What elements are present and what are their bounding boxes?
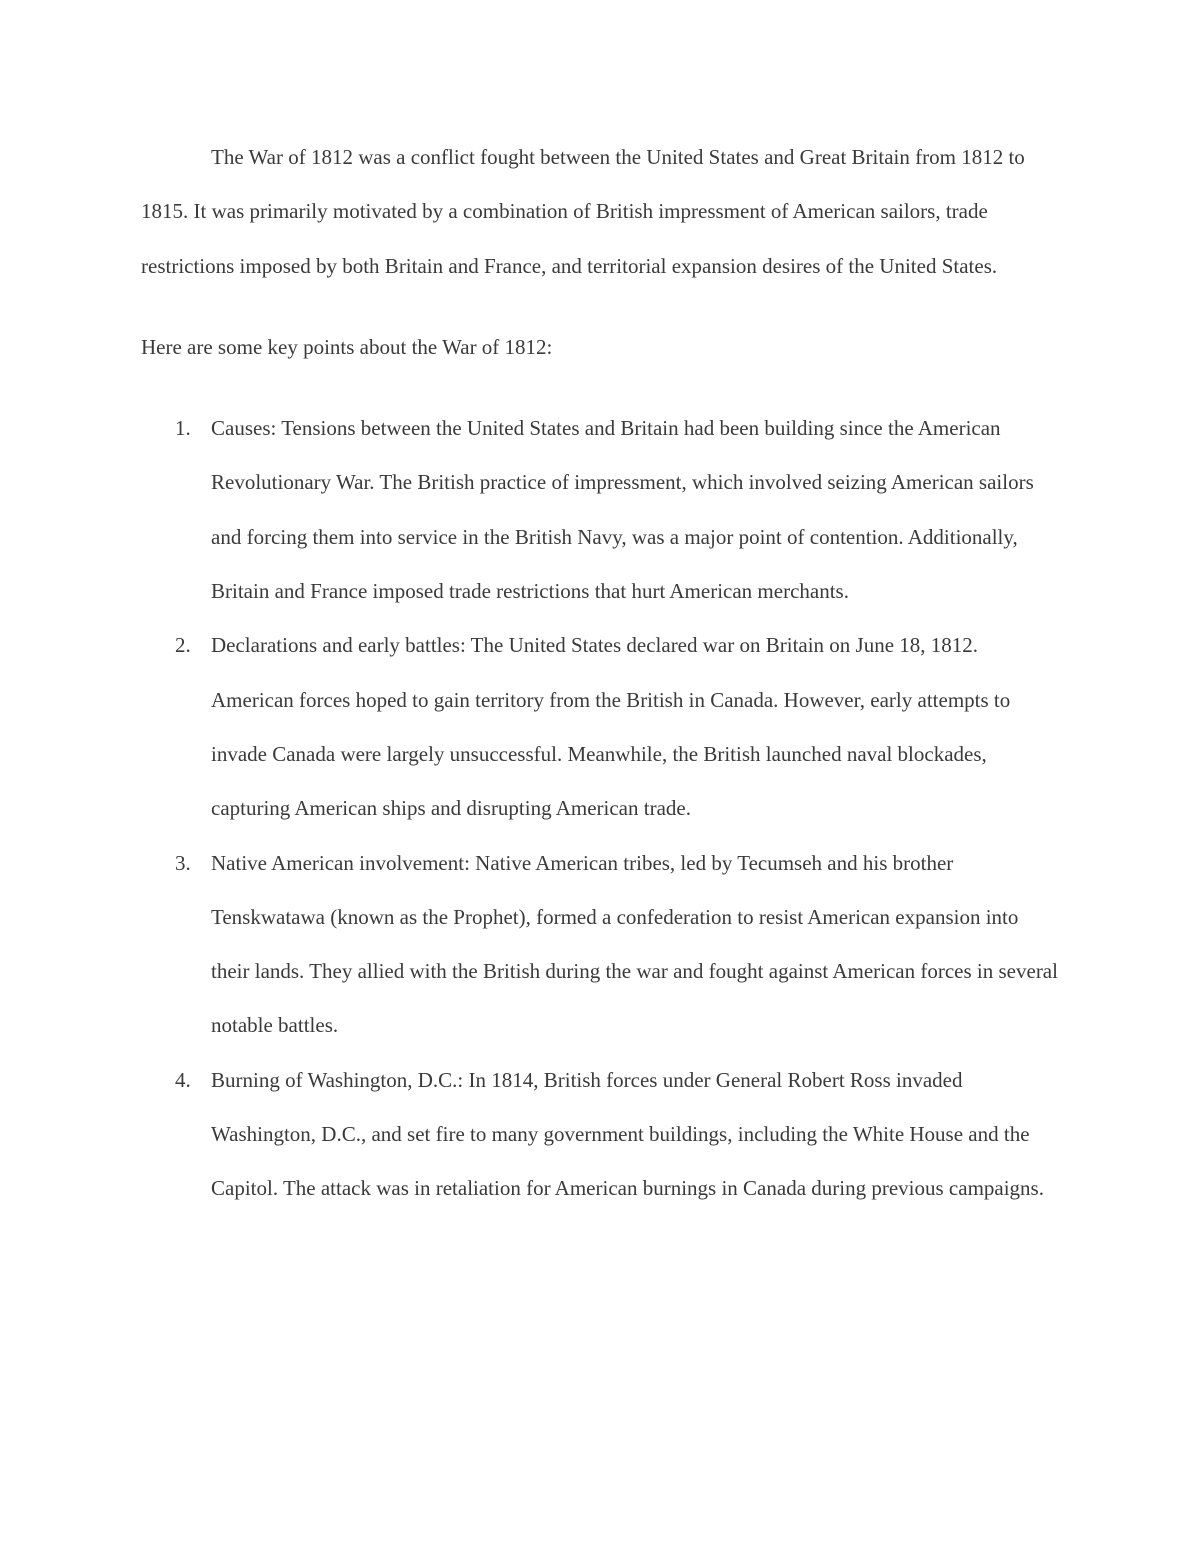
intro-paragraph: The War of 1812 was a conflict fought between the United States and Great Britain from 1812 to 1815. It was primarily motivated by a combination of British impressment of American sailors, trade restrictions imposed by both Britain and France, and territorial expansion desires of the United States. bbox=[141, 145, 1025, 278]
list-item-number: 1. bbox=[175, 416, 191, 441]
list-item-text: Declarations and early battles: The United States declared war on Britain on June 18, 1812. American forces hoped to gain territory from the British in Canada. However, early attempts to invade Canada were largely unsuccessful. Meanwhile, the British launched naval blockades, capturing American ships and disrupting American trade. bbox=[211, 633, 1011, 821]
list-item-number: 3. bbox=[175, 850, 191, 875]
list-item-text: Native American involvement: Native American tribes, led by Tecumseh and his brother Tenskwatawa (known as the Prophet), formed a confederation to resist American expansion into their lands. They allied with the British during the war and fought against American forces in several notable battles. bbox=[211, 850, 1058, 1038]
list-item-text: Burning of Washington, D.C.: In 1814, British forces under General Robert Ross invaded Washington, D.C., and set fire to many government buildings, including the White House and the Capitol. The attack was in retaliation for American burnings in Canada during previous campaigns. bbox=[211, 1067, 1044, 1201]
key-points-lead-in: Here are some key points about the War of 1812: bbox=[141, 334, 553, 359]
list-item bbox=[141, 401, 1061, 618]
list-item-number: 4. bbox=[175, 1067, 191, 1092]
list-item-number: 2. bbox=[175, 633, 191, 658]
list-item bbox=[141, 1053, 1061, 1216]
list-item-text: Causes: Tensions between the United States and Britain had been building since the American Revolutionary War. The British practice of impressment, which involved seizing American sailors and forcing them into service in the British Navy, was a major point of contention. Additionally, Britain and France imposed trade restrictions that hurt American merchants. bbox=[211, 416, 1034, 604]
document-body bbox=[141, 130, 1061, 1216]
list-item bbox=[141, 836, 1061, 1053]
list-item bbox=[141, 618, 1061, 835]
key-points-list bbox=[141, 401, 1061, 1215]
